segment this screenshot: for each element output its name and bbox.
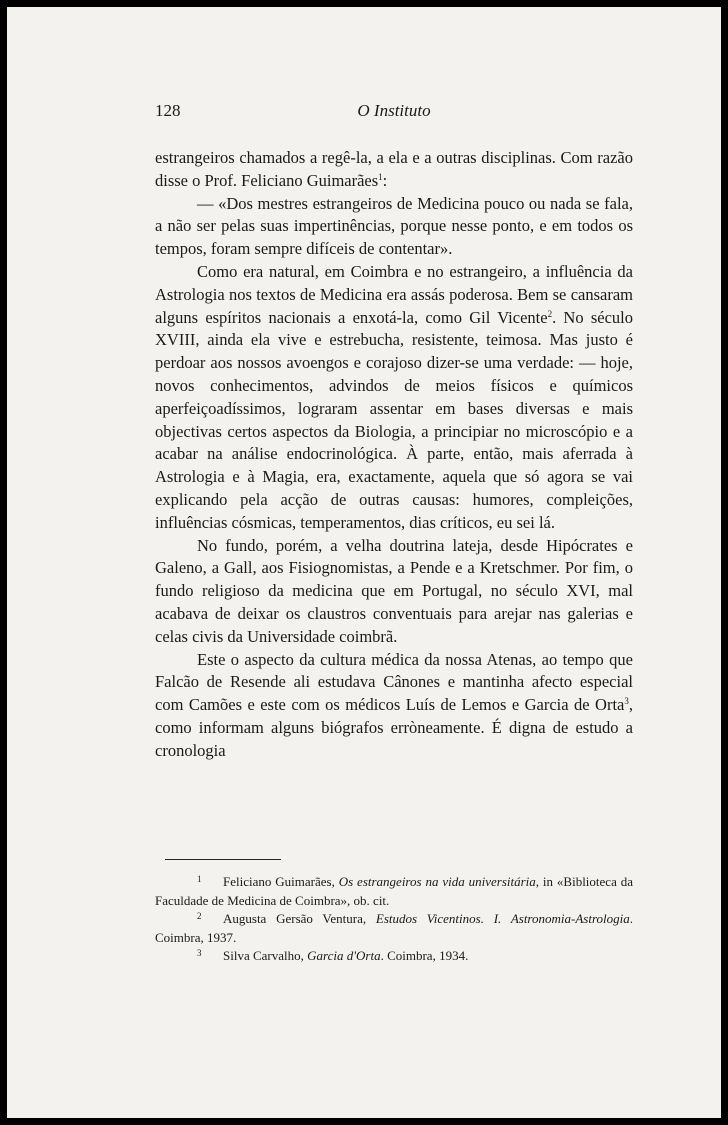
footnote-number: 3 (197, 948, 202, 958)
text-segment: , como informam alguns biógrafos erròneamente. É digna de estudo a cronologia (155, 695, 633, 760)
footnote-number: 1 (197, 874, 202, 884)
body-text (155, 147, 633, 763)
text-segment: — «Dos mestres estrangeiros de Medicina pouco ou nada se fala, a não ser pelas suas impertinências, porque nesse ponto, e em todos os tempos, foram sempre difíceis de contentar». (155, 193, 633, 259)
citation-title: Os estrangeiros na vida universitária (338, 874, 536, 889)
footnotes (155, 873, 633, 966)
footnote-marker (197, 910, 223, 929)
page-number: 128 (155, 101, 181, 120)
text-segment: estrangeiros chamados a regê-la, a ela e a outras disciplinas. Com razão disse o Prof. Feliciano Guimarães (155, 148, 633, 190)
paragraph (155, 193, 633, 261)
footnote-number: 2 (197, 911, 202, 921)
text-segment: . No século XVIII, ainda ela vive e estrebucha, resistente, teimosa. Mas justo é perdoar aos nossos avoengos e corajoso dizer-se uma verdade: — hoje, novos conhecimentos, advindos de meios físicos e químicos aperfeiçoadíssimos, lograram assentar em bases diversas e mais objectivas certos aspectos da Biologia, a principiar no microscópio e a acabar na análise endocrinológica. À parte, então, mais aferrada à Astrologia e à Magia, era, exactamente, aquela que só agora se vai explicando pela acção de outras causas: humores, compleições, influências cósmicas, temperamentos, dias críticos, eu sei lá. (155, 307, 633, 532)
footnote-marker (197, 947, 223, 966)
text-segment: : (382, 170, 388, 190)
footnote-marker (197, 873, 223, 892)
text-segment: Este o aspecto da cultura médica da nossa Atenas, ao tempo que Falcão de Resende ali estudava Cânones e mantinha afecto especial com Camões e este com os médicos Luís de Lemos e Garcia de Orta (155, 649, 633, 715)
page-header (155, 101, 633, 125)
citation-title: Garcia d'Orta (307, 948, 381, 963)
citation-title: Estudos Vicentinos. I. Astronomia-Astrologia (375, 911, 630, 926)
text-segment: Feliciano Guimarães, (223, 874, 339, 889)
text-segment: Silva Carvalho, (223, 948, 308, 963)
text-segment: No fundo, porém, a velha doutrina lateja, desde Hipócrates e Galeno, a Gall, aos Fisiognomistas, a Pende e a Kretschmer. Por fim, o fundo religioso da medicina que em Portugal, no século XVI, mal acabava de deixar os claustros conventuais para arejar nas galerias e celas civis da Universidade coimbrã. (155, 535, 633, 646)
text-segment: , in «Biblioteca da Faculdade de Medicina de Coimbra», ob. cit. (155, 874, 634, 908)
footnote (155, 947, 633, 966)
book-page (7, 7, 721, 1118)
text-segment: Augusta Gersão Ventura, (223, 911, 376, 926)
text-segment: . Coimbra, 1934. (380, 948, 469, 963)
footnote (155, 873, 633, 910)
footnote (155, 910, 633, 947)
footnote-divider (165, 859, 281, 860)
paragraph (155, 261, 633, 535)
running-title: O Instituto (357, 101, 431, 120)
paragraph (155, 535, 633, 649)
footnote-reference: 3 (624, 696, 629, 707)
paragraph (155, 147, 633, 193)
footnote-reference: 2 (547, 308, 553, 319)
paragraph (155, 649, 633, 763)
footnote-reference: 1 (378, 171, 383, 182)
text-segment: Como era natural, em Coimbra e no estrangeiro, a influência da Astrologia nos textos de Medicina era assás poderosa. Bem se cansaram alguns espíritos nacionais a enxotá-la, como Gil Vicente (155, 261, 633, 327)
text-segment: . Coimbra, 1937. (155, 911, 634, 945)
